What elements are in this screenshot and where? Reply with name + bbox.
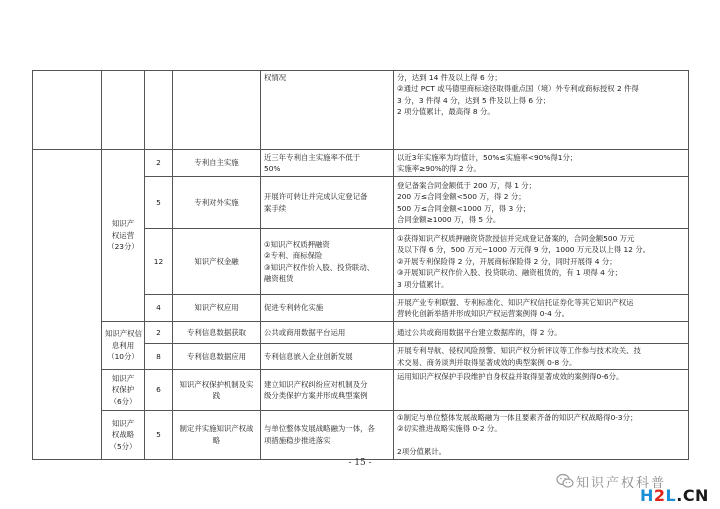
desc-cell: 专利信息嵌入企业创新发展: [261, 344, 394, 370]
criteria-cell: 分，达到 14 件及以上得 6 分； ②通过 PCT 或马德里商标途径取得重点国（境）外专利或商标授权 2 件得 3 分，3 件得 4 分，达到 5 件及以上得 6 分； 2 项分值累计，最高得 8 分。: [394, 71, 689, 150]
category-cell: 知识产权信 息利用 （10分）: [102, 322, 145, 370]
desc-cell: 与单位整体发展战略融为一体，各 项措施稳步推进落实: [261, 411, 394, 460]
desc-cell: ①知识产权质押融资 ②专利、商标保险 ③知识产权作价入股、投贷联动、 融资租赁: [261, 229, 394, 295]
score-cell: [145, 71, 173, 150]
category-cell: 知识产 权战略 （5分）: [102, 411, 145, 460]
desc-cell: 近三年专利自主实施率不低于 50%: [261, 150, 394, 177]
item-cell: 专利自主实施: [173, 150, 261, 177]
score-cell: 4: [145, 295, 173, 322]
item-cell: 专利信息数据应用: [173, 344, 261, 370]
category-cell: 知识产 权运营 （23分）: [102, 150, 145, 322]
wechat-icon: [556, 473, 574, 489]
table-row: [33, 370, 689, 411]
score-cell: 6: [145, 370, 173, 411]
site-logo: H2L.CN: [640, 486, 709, 505]
desc-cell: 权情况: [261, 71, 394, 150]
score-cell: 5: [145, 177, 173, 229]
criteria-cell: ①制定与单位整体发展战略融为一体且要素齐备的知识产权战略得0-3分； ②切实推进战略实施得 0-2 分。 2项分值累计。: [394, 411, 689, 460]
criteria-cell: 登记备案合同金额低于 200 万，得 1 分； 200 万≤合同金额<500 万，得 2 分； 500 万≤合同金额<1000 万，得 3 分； 合同金额≥1000 万，得 5 分。: [394, 177, 689, 229]
desc-cell: 促进专利转化实施: [261, 295, 394, 322]
criteria-cell: 以近3年实施率为均值计，50%≤实施率<90%得1分； 实施率≥90%的得 2 分。: [394, 150, 689, 177]
item-cell: [173, 71, 261, 150]
criteria-cell: ①获得知识产权质押融资贷款授信并完成登记备案的，合同金额500 万元 及以下得 6 分，500 万元~1000 万元得 9 分，1000 万元及以上得 12 分。 ②开展专利保险得 2 分，开展商标保险得 2 分，同时开展得 4 分； ③开展知识产权作价入股、投贷联动、融资租赁的，有 1 项得 4 分； 3 项分值累计。: [394, 229, 689, 295]
criteria-cell: 开展专利导航、侵权风险预警、知识产权分析评议等工作参与技术攻关、技 术交易、商务谈判并取得显著成效的典型案例 0-8 分。: [394, 344, 689, 370]
evaluation-table: [32, 70, 689, 460]
score-cell: 12: [145, 229, 173, 295]
blank-cell: [102, 71, 145, 150]
criteria-cell: 开展产业专利联盟、专利标准化、知识产权信托证券化等其它知识产权运 营转化创新举措并形成知识产权运营案例得 0-4 分。: [394, 295, 689, 322]
category-cell: 知识产 权保护 （6分）: [102, 370, 145, 411]
desc-cell: 建立知识产权纠纷应对机制及分 级分类保护方案并形成典型案例: [261, 370, 394, 411]
item-cell: 制定并实施知识产权战 略: [173, 411, 261, 460]
blank-cell: [33, 150, 102, 460]
desc-cell: 公共或商用数据平台运用: [261, 322, 394, 344]
page-number: - 15 -: [348, 458, 372, 468]
item-cell: 专利对外实施: [173, 177, 261, 229]
table-row: [33, 411, 689, 460]
blank-cell: [33, 71, 102, 150]
item-cell: 专利信息数据获取: [173, 322, 261, 344]
score-cell: 8: [145, 344, 173, 370]
item-cell: 知识产权应用: [173, 295, 261, 322]
score-cell: 2: [145, 322, 173, 344]
watermark-text: 知识产权科普: [576, 476, 667, 491]
criteria-cell: 通过公共或商用数据平台建立数据库的，得 2 分。: [394, 322, 689, 344]
desc-cell: 开展许可转让并完成认定登记备 案手续: [261, 177, 394, 229]
criteria-cell: 运用知识产权保护手段维护自身权益并取得显著成效的案例得0-6分。: [394, 370, 689, 411]
table-row: [33, 322, 689, 344]
table-row: [33, 150, 689, 177]
item-cell: 知识产权金融: [173, 229, 261, 295]
score-cell: 2: [145, 150, 173, 177]
score-cell: 5: [145, 411, 173, 460]
table-row: [33, 71, 689, 150]
item-cell: 知识产权保护机制及实 践: [173, 370, 261, 411]
